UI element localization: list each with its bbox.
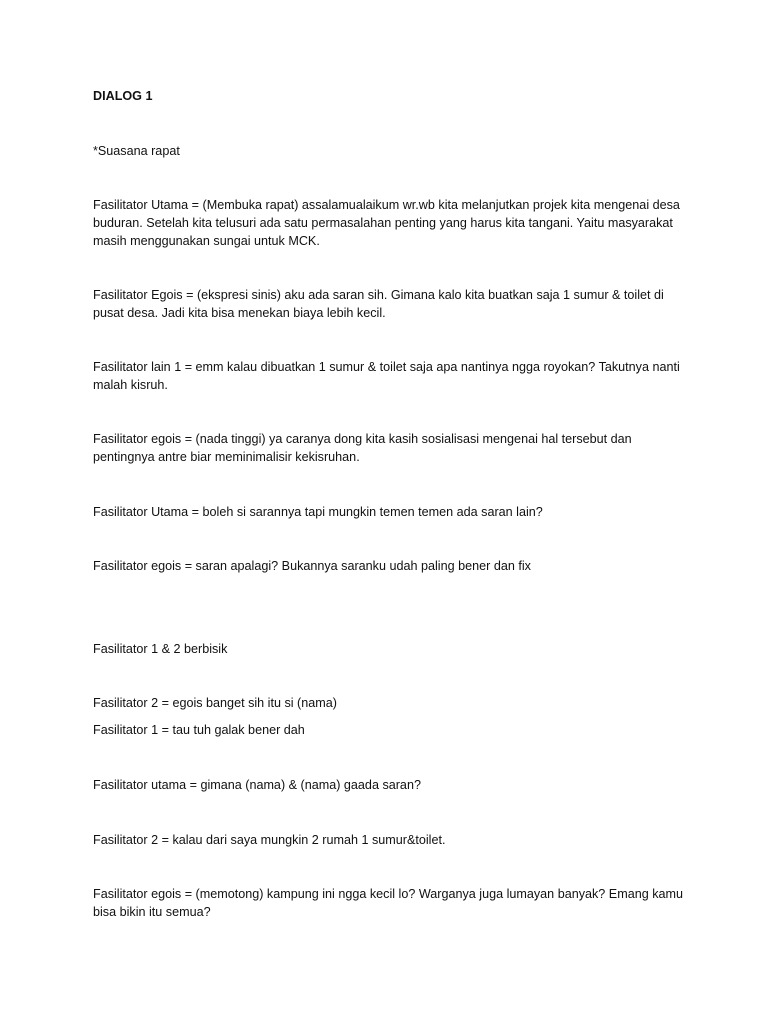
paragraph-dialog: Fasilitator lain 1 = emm kalau dibuatkan 1 sumur & toilet saja apa nantinya ngga royokan? Takutnya nanti malah kisruh. <box>93 360 680 392</box>
paragraph-dialog: Fasilitator utama = gimana (nama) & (nama) gaada saran? <box>93 778 421 792</box>
paragraph-dialog: Fasilitator 1 = tau tuh galak bener dah <box>93 723 305 737</box>
paragraph-scene: Fasilitator 1 & 2 berbisik <box>93 642 228 656</box>
document-title: DIALOG 1 <box>93 89 153 103</box>
paragraph-dialog: Fasilitator 2 = egois banget sih itu si (nama) <box>93 696 337 710</box>
paragraph-dialog: Fasilitator egois = (memotong) kampung ini ngga kecil lo? Warganya juga lumayan banyak? Emang kamu bisa bikin itu semua? <box>93 887 683 919</box>
paragraph-dialog: Fasilitator egois = (nada tinggi) ya caranya dong kita kasih sosialisasi mengenai hal tersebut dan pentingnya antre biar meminimalisir kekisruhan. <box>93 432 632 464</box>
paragraph-scene: *Suasana rapat <box>93 144 180 158</box>
paragraph-dialog: Fasilitator Utama = boleh si sarannya tapi mungkin temen temen ada saran lain? <box>93 505 543 519</box>
paragraph-dialog: Fasilitator egois = saran apalagi? Bukannya saranku udah paling bener dan fix <box>93 559 531 573</box>
paragraph-dialog: Fasilitator 2 = kalau dari saya mungkin 2 rumah 1 sumur&toilet. <box>93 833 446 847</box>
paragraph-dialog: Fasilitator Utama = (Membuka rapat) assalamualaikum wr.wb kita melanjutkan projek kita mengenai desa buduran. Setelah kita telusuri ada satu permasalahan penting yang harus kita tangani. Yaitu masyarakat masih menggunakan sungai untuk MCK. <box>93 198 680 248</box>
paragraph-dialog: Fasilitator Egois = (ekspresi sinis) aku ada saran sih. Gimana kalo kita buatkan saja 1 sumur & toilet di pusat desa. Jadi kita bisa menekan biaya lebih kecil. <box>93 288 664 320</box>
